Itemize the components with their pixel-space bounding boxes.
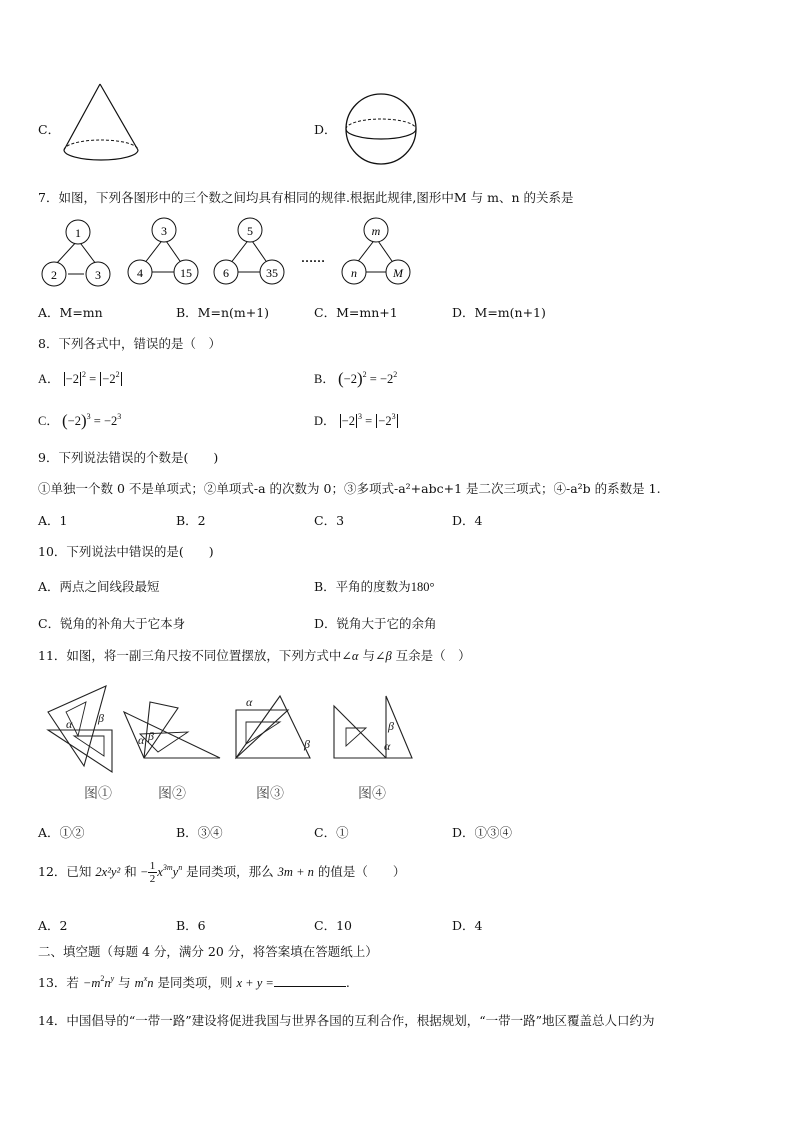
q7-g3-right: 35 xyxy=(266,266,278,280)
svg-text:β: β xyxy=(304,737,310,751)
q7-ellipsis: …… xyxy=(301,251,325,265)
svg-text:β: β xyxy=(148,729,154,743)
q9-option-d: D．4 xyxy=(452,513,483,528)
q8-option-b: B． $(-2)^2 = -2^2$ xyxy=(314,369,398,388)
q9-detail: ①单独一个数 0 不是单项式；②单项式-a 的次数为 0；③多项式-a²+abc+1 是二次三项式；④-a²b 的系数是 1. xyxy=(38,481,661,496)
q11-triangle-figures xyxy=(40,682,420,808)
q7-option-c: C．M=mn+1 xyxy=(314,305,398,320)
q11-figure-label-3: 图③ xyxy=(256,787,284,802)
q7-group-4 xyxy=(342,218,410,284)
q7-option-d: D．M=m(n+1) xyxy=(452,305,546,320)
q8-option-c: C． $(-2)^3 = -2^3$ xyxy=(38,411,122,430)
cone-figure xyxy=(60,82,142,170)
q7-g1-left: 2 xyxy=(51,268,57,282)
q7-g4-left: n xyxy=(351,266,357,280)
svg-text:α: α xyxy=(66,717,73,731)
q6-option-d-label: D． xyxy=(314,122,337,137)
q11-option-c: C．① xyxy=(314,825,349,840)
q8-stem: 8．下列各式中，错误的是（ ） xyxy=(38,336,221,351)
svg-text:α: α xyxy=(246,695,253,709)
q14-stem: 14．中国倡导的“一带一路”建设将促进我国与世界各国的互利合作，根据规划，“一带一路”地区覆盖总人口约为 xyxy=(38,1013,655,1028)
q11-stem: 11．如图，将一副三角尺按不同位置摆放，下列方式中∠α 与∠β 互余是（ ） xyxy=(38,648,471,663)
q7-g3-top: 5 xyxy=(247,224,253,238)
q11-option-b: B．③④ xyxy=(176,825,223,840)
q7-g2-left: 4 xyxy=(137,266,143,280)
q13-answer-blank[interactable] xyxy=(274,974,346,987)
q7-g3-left: 6 xyxy=(223,266,229,280)
svg-text:β: β xyxy=(98,711,104,725)
q9-stem: 9．下列说法错误的个数是( ) xyxy=(38,450,219,465)
sphere-figure xyxy=(344,92,418,166)
q11-option-a: A．①② xyxy=(38,825,85,840)
q7-option-b: B．M=n(m+1) xyxy=(176,305,270,320)
q7-stem: 7．如图，下列各图形中的三个数之间均具有相同的规律.根据此规律,图形中M 与 m、n 的关系是 xyxy=(38,190,574,205)
svg-text:α: α xyxy=(384,739,391,753)
svg-text:β: β xyxy=(388,719,394,733)
q12-option-d: D．4 xyxy=(452,918,483,933)
q7-g4-top: m xyxy=(371,224,381,238)
q9-option-a: A．1 xyxy=(38,513,68,528)
q12-option-a: A．2 xyxy=(38,918,68,933)
q8-option-a: A． −2 $^2 = -2^2$ xyxy=(38,370,120,386)
q11-figure-label-2: 图② xyxy=(158,787,186,802)
q7-g2-right: 15 xyxy=(180,266,192,280)
q7-g2-top: 3 xyxy=(161,224,167,238)
q7-g1-right: 3 xyxy=(95,268,101,282)
q12-option-b: B．6 xyxy=(176,918,206,933)
q7-group-3 xyxy=(214,218,284,284)
q11-figure-1 xyxy=(48,686,112,772)
q11-figure-label-4: 图④ xyxy=(358,787,386,802)
q10-option-c: C．锐角的补角大于它本身 xyxy=(38,616,186,631)
q7-g1-top: 1 xyxy=(75,226,81,240)
q10-option-b: B．平角的度数为180° xyxy=(314,579,435,594)
q9-option-c: C．3 xyxy=(314,513,345,528)
q9-option-b: B．2 xyxy=(176,513,206,528)
q12-option-c: C．10 xyxy=(314,918,352,933)
q11-figure-2 xyxy=(124,702,220,758)
q10-option-a: A．两点之间线段最短 xyxy=(38,579,160,594)
q7-option-a: A．M=mn xyxy=(38,305,103,320)
q11-figure-4 xyxy=(334,696,412,758)
q6-option-c-label: C． xyxy=(38,122,61,137)
q12-stem: 12．已知 2x²y² 和 − $\frac{1}{2}$ $x^{3m}y^n$ 是同类项，那么 3m + n 的值是（ ） xyxy=(38,860,406,885)
svg-text:α: α xyxy=(138,733,145,747)
q11-option-d: D．①③④ xyxy=(452,825,513,840)
q7-circle-diagrams xyxy=(36,212,426,294)
q7-g4-right: M xyxy=(393,266,403,280)
q11-figure-label-1: 图① xyxy=(84,787,112,802)
q11-figure-3 xyxy=(236,695,310,758)
q8-option-d: D． −2 $^3 = -2^3$ xyxy=(314,412,396,428)
q7-group-1 xyxy=(42,220,110,286)
q7-group-2 xyxy=(128,218,198,284)
q13-stem: 13．若 $-m^2n^y$ 与 $m^xn$ 是同类项，则 x + y = . xyxy=(38,974,350,990)
section-2-title: 二、填空题（每题 4 分，满分 20 分，将答案填在答题纸上） xyxy=(38,944,378,959)
q10-stem: 10．下列说法中错误的是( ) xyxy=(38,544,214,559)
q10-option-d: D．锐角大于它的余角 xyxy=(314,616,437,631)
